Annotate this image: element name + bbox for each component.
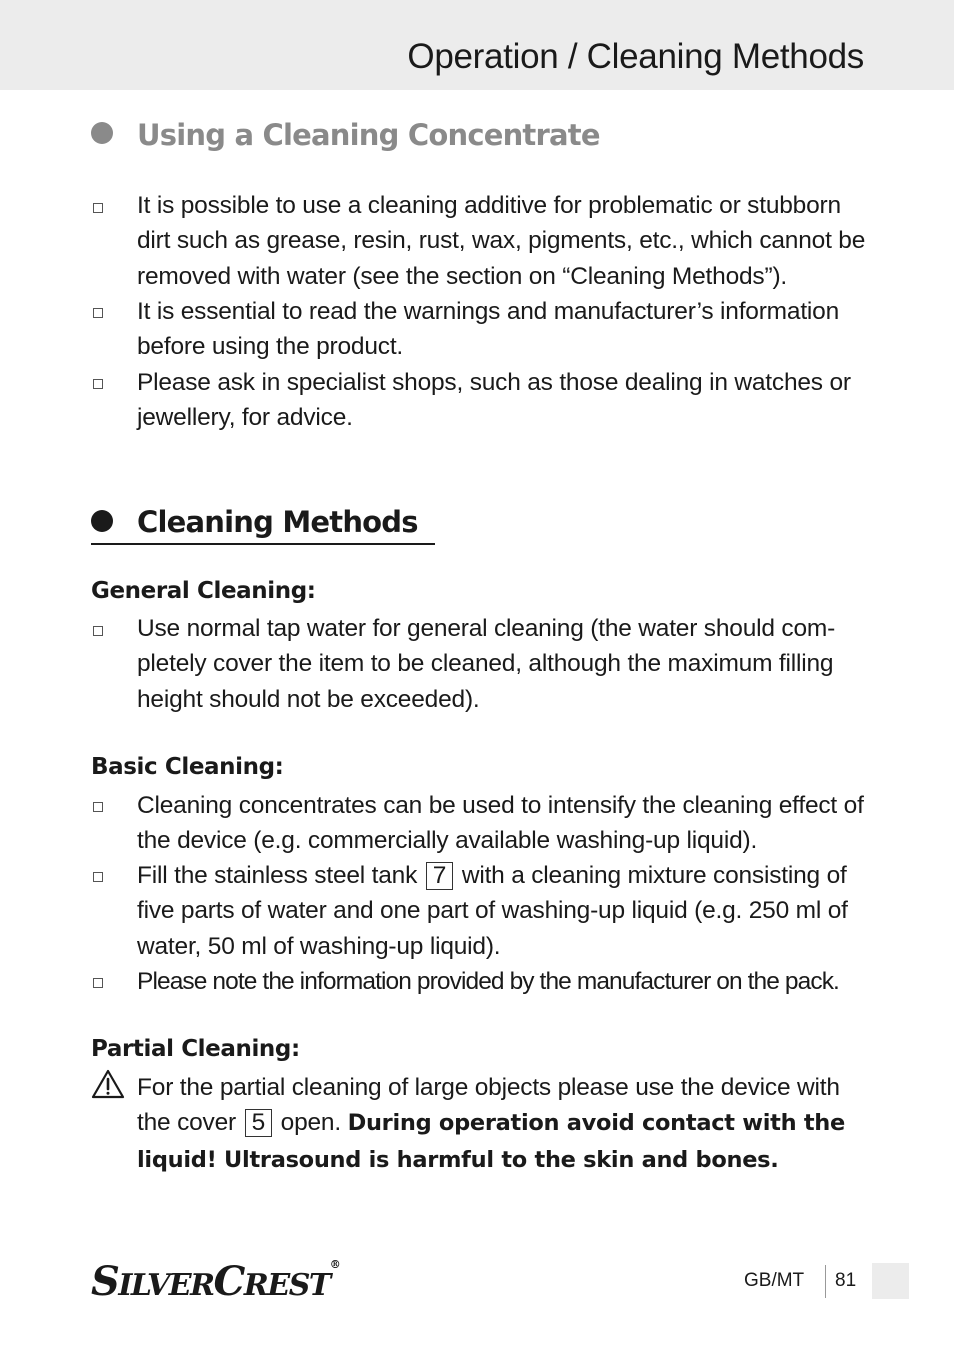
footer-tab-marker: [872, 1263, 909, 1299]
warning-bold-text: During operation avoid contact with the liquid! Ultrasound is harmful to the skin and bones.: [137, 1110, 845, 1173]
part-reference-badge: 5: [245, 1109, 272, 1137]
warning-text: open.: [280, 1109, 341, 1137]
list-item: Please ask in specialist shops, such as those dealing in watches or jewellery, for advice.: [137, 369, 851, 432]
warning-triangle-icon: [91, 1069, 125, 1099]
checkbox-bullet-icon: [93, 872, 103, 882]
bullet-dot-icon: [91, 122, 113, 144]
checkbox-bullet-icon: [93, 802, 103, 812]
list-item: Cleaning concentrates can be used to intensify the cleaning effect of the device (e.g. commercially available washing-up liquid).: [137, 792, 864, 855]
page-title: Operation / Cleaning Methods: [407, 37, 864, 76]
bullet-dot-icon: [91, 510, 113, 532]
list-item: Use normal tap water for general cleaning (the water should com- pletely cover the item to be cleaned, although the maximum filling height should not be exceeded).: [137, 615, 836, 713]
part-reference-badge: 7: [426, 862, 453, 890]
warning-paragraph: [137, 1070, 867, 1178]
section-heading-text: Cleaning Methods: [137, 505, 418, 539]
brand-logo: [91, 1258, 341, 1305]
checkbox-bullet-icon: [93, 308, 103, 318]
checkbox-bullet-icon: [93, 978, 103, 988]
logo-letter: S: [91, 1258, 119, 1305]
warning-text: For the partial cleaning of large objects please use the device with the cover: [137, 1074, 840, 1137]
subheading-general: General Cleaning:: [91, 578, 316, 604]
checkbox-bullet-icon: [93, 203, 103, 213]
language-code: GB/MT: [744, 1270, 805, 1291]
checkbox-bullet-icon: [93, 626, 103, 636]
logo-letters: REST: [243, 1268, 330, 1303]
registered-mark: ®: [329, 1258, 341, 1271]
logo-letter: C: [213, 1258, 244, 1305]
list-item: It is possible to use a cleaning additive for problematic or stubborn dirt such as grease, resin, rust, wax, pigments, etc., which cannot be removed with water (see the section on “Cleaning Methods”).: [137, 192, 866, 290]
list-item: [137, 858, 867, 964]
subheading-partial: Partial Cleaning:: [91, 1036, 300, 1062]
list-item: It is essential to read the warnings and manufacturer’s information before using the product.: [137, 298, 840, 361]
list-item: Please note the information provided by the manufacturer on the pack.: [137, 968, 839, 995]
section-heading-text: Using a Cleaning Concentrate: [137, 118, 600, 152]
footer-divider: [825, 1265, 826, 1298]
checkbox-bullet-icon: [93, 379, 103, 389]
page-number: 81: [835, 1270, 857, 1291]
heading-underline: [91, 543, 435, 545]
logo-letters: ILVER: [118, 1268, 214, 1303]
item-text: Fill the stainless steel tank: [137, 862, 418, 889]
subheading-basic: Basic Cleaning:: [91, 754, 284, 780]
item-text: with a cleaning mixture consisting of five parts of water and one part of washing-up liquid (e.g. 250 ml of water, 50 ml of washing-up liquid).: [137, 862, 848, 960]
